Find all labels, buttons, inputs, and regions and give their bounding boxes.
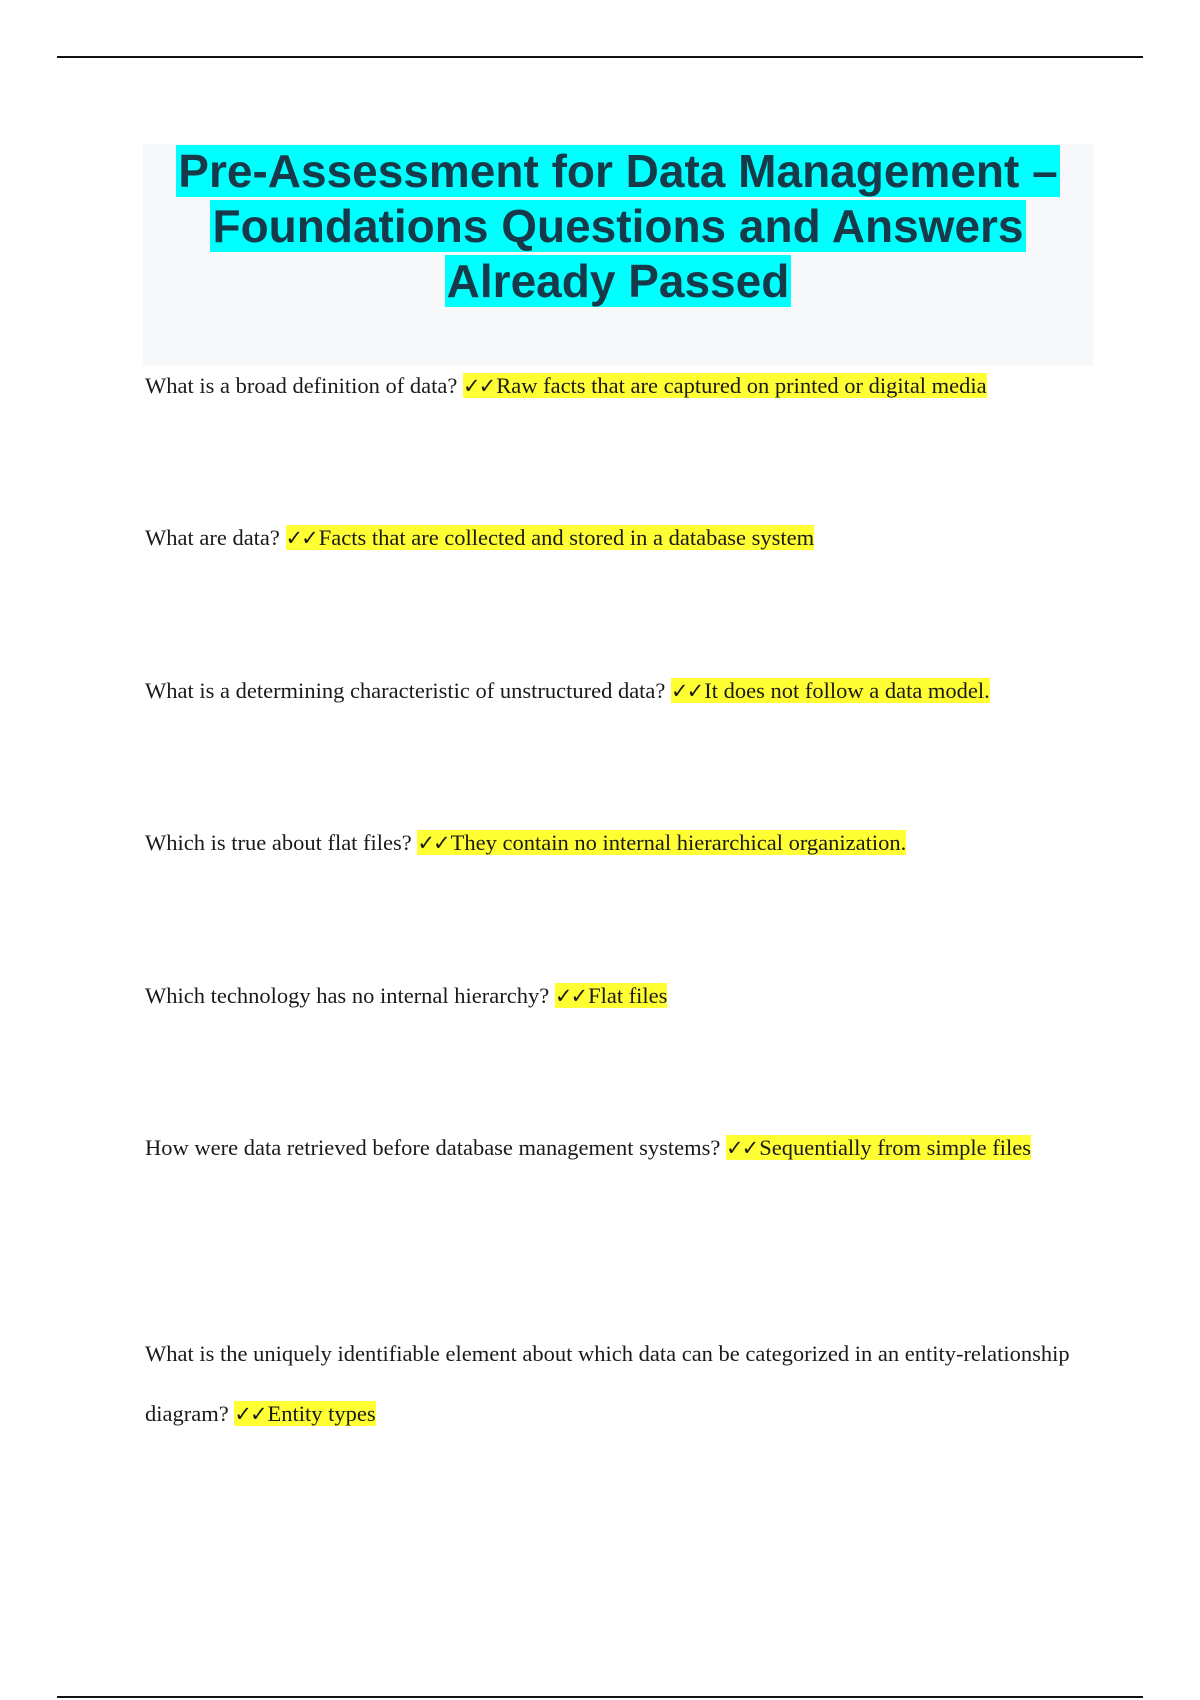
document-title-text: Pre-Assessment for Data Management – Foundations Questions and Answers Already Passed	[178, 145, 1058, 307]
question-text: What is the uniquely identifiable element about which data can be categorized in an entity-relationship diagram?	[145, 1341, 1070, 1426]
title-block	[143, 144, 1093, 366]
answer-highlight	[671, 678, 990, 703]
question-text: What are data?	[145, 525, 280, 550]
qa-item	[145, 966, 1075, 1026]
qa-item	[145, 1118, 1075, 1178]
question-text: Which technology has no internal hierarchy?	[145, 983, 550, 1008]
double-check-icon: ✓✓	[554, 984, 587, 1008]
question-text: What is a determining characteristic of unstructured data?	[145, 678, 666, 703]
answer-highlight	[234, 1401, 375, 1426]
answer-text: It does not follow a data model.	[704, 678, 990, 703]
answer-highlight	[555, 983, 668, 1008]
answer-highlight	[417, 830, 906, 855]
double-check-icon: ✓✓	[417, 831, 449, 855]
answer-text: Raw facts that are captured on printed or digital media	[496, 373, 987, 398]
question-text: What is a broad definition of data?	[145, 373, 458, 398]
answer-highlight	[726, 1135, 1031, 1160]
double-check-icon: ✓✓	[234, 1402, 266, 1426]
answer-text: Sequentially from simple files	[759, 1135, 1032, 1160]
qa-item	[145, 508, 1075, 568]
answer-text: Facts that are collected and stored in a database system	[318, 525, 815, 550]
qa-item	[145, 1324, 1075, 1444]
answer-text: Flat files	[588, 983, 668, 1008]
double-check-icon: ✓✓	[671, 679, 703, 703]
question-text: How were data retrieved before database management systems?	[145, 1135, 721, 1160]
top-rule	[57, 56, 1143, 58]
bottom-rule	[57, 1696, 1143, 1698]
double-check-icon: ✓✓	[463, 374, 495, 398]
question-text: Which is true about flat files?	[145, 830, 412, 855]
qa-item	[145, 356, 1075, 416]
double-check-icon: ✓✓	[726, 1136, 758, 1160]
qa-item	[145, 661, 1075, 721]
answer-highlight	[463, 373, 987, 398]
answer-highlight	[286, 525, 815, 550]
double-check-icon: ✓✓	[285, 526, 317, 550]
answer-text: They contain no internal hierarchical organization.	[450, 830, 907, 855]
qa-item	[145, 813, 1075, 873]
document-title	[143, 144, 1093, 309]
answer-text: Entity types	[267, 1401, 376, 1426]
